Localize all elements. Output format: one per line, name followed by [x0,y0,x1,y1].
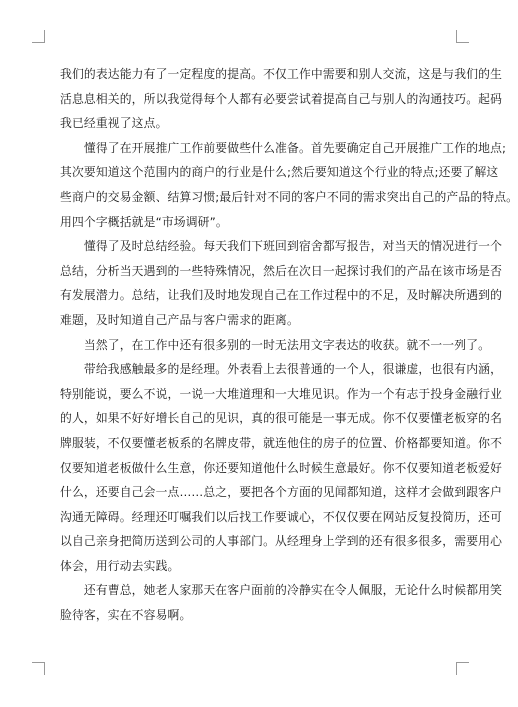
text-line: 其次要知道这个范围内的商户的行业是什么;然后要知道这个行业的特点;还要了解这 [60,165,499,180]
text-line: 以自己亲身把简历送到公司的人事部门。从经理身上学到的还有很多很多，需要用心 [60,534,503,549]
text-line: 用四个字概括就是“市场调研”。 [60,214,228,229]
text-line: 当然了，在工作中还有很多别的一时无法用文字表达的收获。就不一一列了。 [60,337,491,352]
paragraph [60,62,503,136]
text-line: 沟通无障碍。经理还叮嘱我们以后找工作要诚心，不仅仅要在网站反复投简历，还可 [60,509,503,524]
paragraph [60,234,503,332]
text-line: 总结，分析当天遇到的一些特殊情况，然后在次日一起探讨我们的产品在该市场是否 [60,263,503,278]
text-line: 体会，用行动去实践。 [60,558,180,573]
text-line: 懂得了在开展推广工作前要做些什么准备。首先要确定自己开展推广工作的地点; [60,140,507,155]
paragraph [60,357,503,578]
crop-mark-top-left [32,30,45,43]
text-line: 有发展潜力。总结，让我们及时地发现自己在工作过程中的不足，及时解决所遇到的 [60,288,503,303]
text-line: 我们的表达能力有了一定程度的提高。不仅工作中需要和别人交流，这是与我们的生 [60,67,503,81]
document-body [60,62,518,628]
crop-mark-top-right [456,30,469,43]
text-line: 懂得了及时总结经验。每天我们下班回到宿舍都写报告，对当天的情况进行一个 [60,239,503,254]
text-line: 什么，还要自己会一点……总之，要把各个方面的见闻都知道，这样才会做到跟客户 [60,485,503,500]
text-line: 带给我感触最多的是经理。外表看上去很普通的一个人，很谦虚，也很有内涵， [60,362,503,377]
text-line: 脸待客，实在不容易啊。 [60,608,192,623]
paragraph [60,136,518,234]
crop-mark-bottom-left [32,662,45,675]
text-line: 特别能说，要么不说，一说一大堆道理和一大堆见识。作为一个有志于投身金融行业 [60,386,503,401]
text-line: 牌服装，不仅要懂老板系的名牌皮带，就连他住的房子的位置、价格都要知道。你不 [60,435,503,450]
text-line: 难题，及时知道自己产品与客户需求的距离。 [60,312,299,327]
paragraph [60,578,503,627]
text-line: 仅要知道老板做什么生意，你还要知道他什么时候生意最好。你不仅要知道老板爱好 [60,460,503,475]
text-line: 些商户的交易金额、结算习惯;最后针对不同的客户不同的需求突出自己的产品的特点。 [60,189,518,204]
text-line: 的人，如果不好好增长自己的见识，真的很可能是一事无成。你不仅要懂老板穿的名 [60,411,503,426]
text-line: 还有曹总，她老人家那天在客户面前的冷静实在令人佩服，无论什么时候都用笑 [60,583,503,598]
crop-mark-bottom-right [456,662,469,675]
paragraph [60,333,491,358]
text-line: 我已经重视了这点。 [60,116,168,131]
text-line: 活息息相关的，所以我觉得每个人都有必要尝试着提高自己与别人的沟通技巧。起码 [60,91,503,106]
